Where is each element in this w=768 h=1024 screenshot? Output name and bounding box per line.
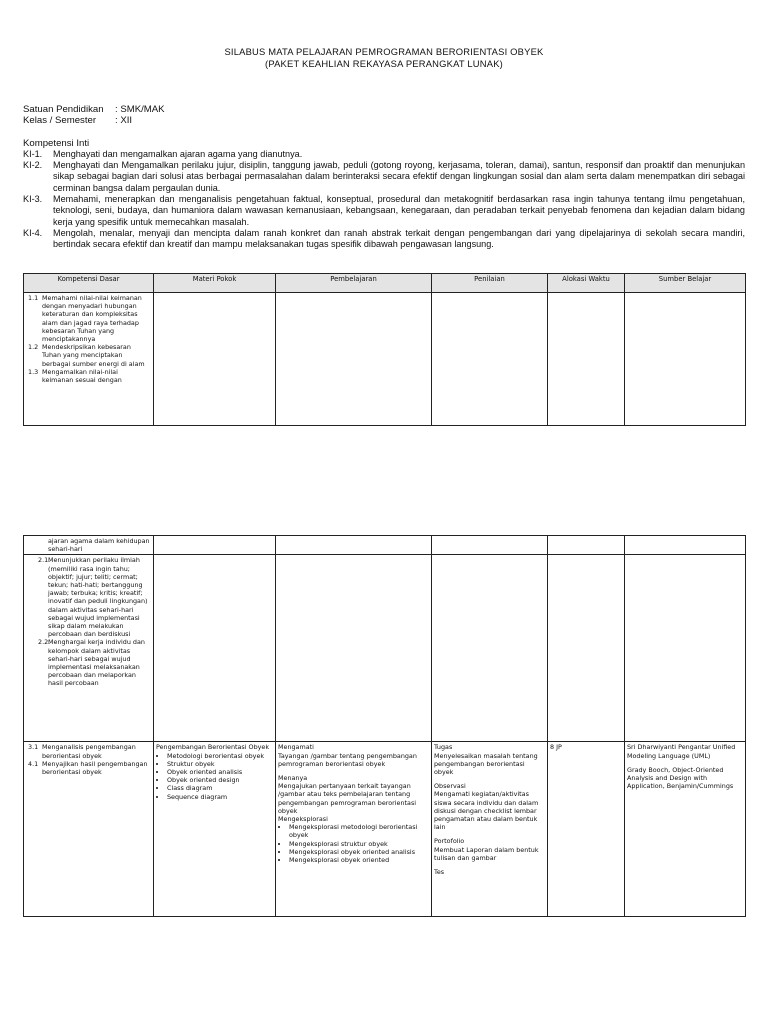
kompetensi-inti-heading: Kompetensi Inti — [23, 138, 90, 149]
ki-code: KI-4. — [23, 228, 43, 238]
kd-text: Menganalisis pengembangan berorientasi obyek — [42, 743, 136, 760]
cell-empty — [625, 555, 746, 742]
document-subtitle: (PAKET KEAHLIAN REKAYASA PERANGKAT LUNAK) — [265, 58, 503, 69]
cell-empty — [625, 536, 746, 555]
list-item: • Mengeksplorasi metodologi berorientasi obyek — [289, 823, 429, 839]
tes-title: Tes — [434, 868, 445, 877]
kd-text: Mendeskripsikan kebesaran Tuhan yang menciptakan berbagai sumber energi di alam — [42, 343, 145, 368]
list-item: • Mengeksplorasi struktur obyek — [289, 840, 429, 848]
kd-item — [26, 368, 151, 384]
cell-empty — [154, 555, 276, 742]
kd-number: 1.1 — [28, 294, 39, 302]
kd-text: Menghargai kerja individu dan kelompok dalam aktivitas sehari-hari sebagai wujud implementasi melaksanakan percobaan dan melaporkan hasil percobaan — [48, 638, 145, 688]
col-header-materi-pokok: Materi Pokok — [154, 274, 276, 293]
ki-code: KI-3. — [23, 194, 43, 204]
cell-kompetensi-dasar — [24, 742, 154, 917]
kd-text: Menyajikan hasil pengembangan berorientasi obyek — [42, 759, 148, 777]
materi-list — [156, 752, 273, 801]
kd-number: 3.1 — [28, 743, 39, 752]
materi-title: Pengembangan Berorientasi Obyek — [156, 743, 270, 752]
ki-item — [23, 228, 745, 251]
kd-item — [26, 638, 151, 687]
list-item: • Sequence diagram — [167, 793, 273, 801]
kd-text: Menunjukkan perilaku ilmiah (memiliki rasa ingin tahu; objektif; jujur; teliti; cermat; tekun; hati-hati; bertanggung jawab; terbuka; kritis; kreatif; inovatif dan peduli lingkungan) dalam aktivitas sehari-hari sebagai wujud implementasi sikap dalam melakukan percobaan dan berdiskusi — [48, 556, 148, 639]
ki-text: Menghayati dan Mengamalkan perilaku jujur, disiplin, tanggung jawab, peduli (gotong royong, kerjasama, toleran, damai), santun, responsif dan proaktif dan menunjukan sikap sebagai bagian dari solusi atas berbagai permasalahan dalam berinteraksi secara efektif dengan lingkungan sosial dan alam serta dalam menempatkan diri sebagai cerminan bangsa dalam pergaulan dunia. — [53, 160, 745, 193]
list-item: • Mengeksplorasi obyek oriented — [289, 856, 429, 864]
cell-empty — [276, 536, 432, 555]
kd-item — [26, 343, 151, 368]
cell-empty — [432, 536, 548, 555]
kd-item — [26, 743, 151, 759]
ki-code: KI-1. — [23, 149, 43, 159]
kd-number: 4.1 — [28, 759, 39, 768]
col-header-sumber-belajar: Sumber Belajar — [625, 274, 746, 293]
cell-alokasi-waktu: 8 JP — [548, 742, 625, 917]
cell-sumber-belajar — [625, 293, 746, 426]
meta-satuan-label: Satuan Pendidikan — [23, 104, 104, 115]
meta-kelas-value: : XII — [115, 115, 133, 126]
ki-item — [23, 194, 745, 228]
cell-kompetensi-dasar — [24, 536, 154, 555]
table-row — [24, 536, 746, 555]
list-item: • Mengeksplorasi obyek oriented analisis — [289, 848, 429, 856]
observasi-title: Observasi — [434, 782, 466, 791]
cell-sumber-belajar — [625, 742, 746, 917]
list-item: • Obyek oriented analisis — [167, 768, 273, 776]
kd-continuation: ajaran agama dalam kehidupan sehari-hari — [48, 537, 150, 554]
meta-kelas — [23, 115, 132, 126]
menanya-text: Mengajukan pertanyaan terkait tayangan /gambar atau teks pembelajaran tentang pengembangan pemrograman berorientasi obyek — [278, 782, 417, 815]
portofolio-title: Portofolio — [434, 837, 465, 846]
cell-kompetensi-dasar — [24, 555, 154, 742]
cell-alokasi-waktu — [548, 293, 625, 426]
document-title: SILABUS MATA PELAJARAN PEMROGRAMAN BERORIENTASI OBYEK — [224, 46, 544, 57]
ki-text: Menghayati dan mengamalkan ajaran agama yang dianutnya. — [53, 149, 303, 159]
cell-kompetensi-dasar — [24, 293, 154, 426]
cell-materi-pokok — [154, 293, 276, 426]
kd-item — [26, 760, 151, 776]
meta-satuan-value: : SMK/MAK — [115, 104, 165, 115]
cell-empty — [548, 555, 625, 742]
silabus-table-part2 — [23, 535, 746, 917]
kd-number: 2.1. — [38, 556, 51, 565]
cell-empty — [548, 536, 625, 555]
cell-penilaian — [432, 742, 548, 917]
list-item: • Obyek oriented design — [167, 776, 273, 784]
list-item: • Class diagram — [167, 784, 273, 792]
kd-text: Mengamalkan nilai-nilai keimanan sesuai dengan — [42, 367, 122, 385]
tugas-title: Tugas — [434, 743, 453, 752]
meta-kelas-label: Kelas / Semester — [23, 115, 97, 126]
kd-number: 1.2 — [28, 343, 39, 352]
mengamati-title: Mengamati — [278, 743, 314, 752]
meta-satuan — [23, 104, 165, 115]
cell-materi-pokok — [154, 742, 276, 917]
mengamati-text: Tayangan /gambar tentang pengembangan pemrograman berorientasi obyek — [278, 751, 417, 768]
list-item: • Metodologi berorientasi obyek — [167, 752, 273, 760]
table-row — [24, 293, 746, 426]
list-item: • Struktur obyek — [167, 760, 273, 768]
ki-item — [23, 160, 745, 194]
portofolio-text: Membuat Laporan dalam bentuk tulisan dan gambar — [434, 845, 539, 862]
col-header-pembelajaran: Pembelajaran — [276, 274, 432, 293]
cell-empty — [154, 536, 276, 555]
kd-text: Memahami nilai-nilai keimanan dengan menyadari hubungan keteraturan dan kompleksitas alam dan jagad raya terhadap kebesaran Tuhan yang menciptakannya — [42, 294, 142, 344]
kd-item — [26, 294, 151, 343]
col-header-penilaian: Penilaian — [432, 274, 548, 293]
col-header-kompetensi-dasar: Kompetensi Dasar — [24, 274, 154, 293]
ki-item — [23, 149, 745, 160]
table-header-row — [24, 274, 746, 293]
cell-empty — [432, 555, 548, 742]
ki-code: KI-2. — [23, 160, 43, 170]
menanya-title: Menanya — [278, 774, 308, 783]
col-header-alokasi-waktu: Alokasi Waktu — [548, 274, 625, 293]
ki-text: Mengolah, menalar, menyaji dan mencipta dalam ranah konkret dan ranah abstrak terkait dengan pengembangan dari yang dipelajarinya di sekolah secara mandiri, bertindak secara efektif dan kreatif dan mampu melaksanakan tugas spesifik dibawah pengawasan langsung. — [53, 228, 745, 250]
eksplorasi-list — [278, 823, 429, 864]
ki-text: Memahami, menerapkan dan menganalisis pengetahuan faktual, konseptual, prosedural dan metakognitif berdasarkan rasa ingin tahunya tentang ilmu pengetahuan, teknologi, seni, budaya, dan humaniora dalam wawasan kemanusiaan, kebangsaan, kenegaraan, dan peradaban terkait penyebab fenomena dan kejadian dalam bidang kerja yang spesifik untuk memecahkan masalah. — [53, 194, 745, 227]
tugas-text: Menyelesaikan masalah tentang pengembangan berorientasi obyek — [434, 751, 538, 777]
kd-number: 1.3 — [28, 367, 39, 376]
table-row — [24, 555, 746, 742]
cell-pembelajaran — [276, 742, 432, 917]
kd-item — [26, 556, 151, 638]
silabus-table-part1 — [23, 273, 746, 426]
observasi-text: Mengamati kegiatan/aktivitas siswa secara individu dan dalam diskusi dengan checklist lembar pengamatan atau dalam bentuk lain — [434, 790, 539, 832]
sumber-item: Sri Dharwiyanti Pengantar Unified Modeling Language (UML) — [627, 743, 736, 760]
cell-empty — [276, 555, 432, 742]
kd-number: 2.2. — [38, 638, 51, 647]
eksplorasi-title: Mengeksplorasi — [278, 815, 328, 824]
cell-pembelajaran — [276, 293, 432, 426]
cell-penilaian — [432, 293, 548, 426]
table-row — [24, 742, 746, 917]
sumber-item: Grady Booch, Object-Oriented Analysis and Design with Application, Benjamin/Cummings — [627, 765, 734, 791]
